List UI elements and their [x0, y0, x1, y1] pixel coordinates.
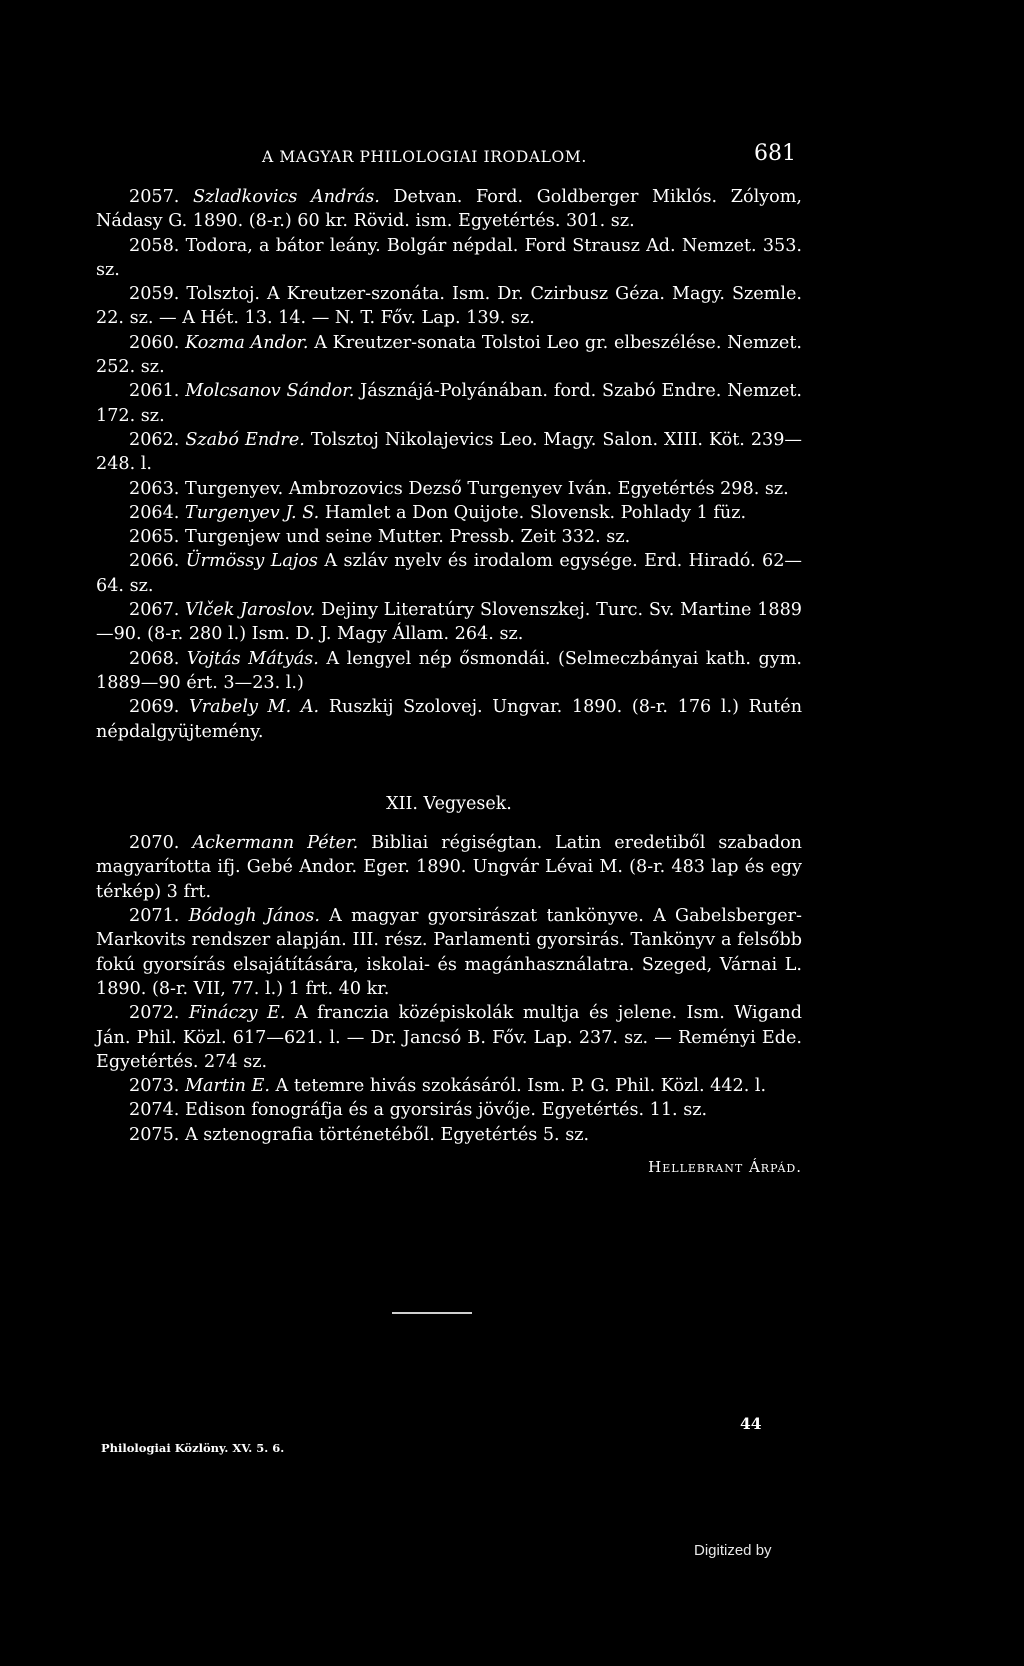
entry-number: 2074. — [129, 1100, 180, 1121]
entry-text: A lengyel nép ősmondái. (Selmeczbányai kath. gym. 1889—90 ért. 3—23. l.) — [96, 648, 803, 693]
entry-text: Tolsztoj Nikolajevics Leo. Magy. Salon. XIII. Köt. 239—248. l. — [96, 429, 803, 475]
bibliography-entry — [96, 234, 802, 283]
bibliography-entry — [96, 379, 802, 428]
entry-number: 2072. — [129, 1003, 180, 1024]
entry-number: 2067. — [129, 600, 180, 621]
bibliography-entry — [96, 549, 802, 598]
entry-text: Detvan. Ford. Goldberger Miklós. Zólyom, Nádasy G. 1890. (8-r.) 60 kr. Rövid. ism. Egyetértés. 301. sz. — [96, 187, 803, 232]
bibliography-entry — [96, 1001, 802, 1074]
entry-text: Hamlet a Don Quijote. Slovensk. Pohlady 1 füz. — [324, 502, 747, 523]
entry-number: 2068. — [129, 648, 180, 669]
author-signature: Hellebrant Árpád. — [648, 1157, 802, 1176]
bibliography-entry — [96, 1074, 802, 1098]
entry-number: 2066. — [129, 551, 180, 572]
bibliography-entry — [96, 831, 802, 904]
entry-author: Ackermann Péter. — [192, 833, 359, 854]
entry-text: Todora, a bátor leány. Bolgár népdal. Ford Strausz Ad. Nemzet. 353. sz. — [96, 235, 803, 280]
bibliography-entry — [96, 185, 802, 234]
bibliography-entry — [96, 904, 802, 1001]
entry-text: A magyar gyorsirászat tankönyve. A Gabelsberger-Markovits rendszer alapján. III. rész. Parlamenti gyorsirás. Tankönyv a felsőbb fokú gyorsírás elsajátítására, iskolai- és magánhasználatra. Szeged, Várnai L. 1890. (8-r. VII, 77. l.) 1 frt. 40 kr. — [96, 906, 803, 999]
entry-text: A Kreutzer-sonata Tolstoi Leo gr. elbeszélése. Nemzet. 252. sz. — [96, 332, 803, 378]
entry-text: Bibliai régiségtan. Latin eredetiből szabadon magyarította ifj. Gebé Andor. Eger. 1890. Ungvár Lévai M. (8-r. 483 lap és egy térkép) 3 frt. — [96, 833, 803, 902]
bibliography-entry — [96, 282, 802, 331]
entry-number: 2061. — [129, 381, 180, 402]
entry-text: Dejiny Literatúry Slovenszkej. Turc. Sv. Martine 1889—90. (8-r. 280 l.) Ism. D. J. Magy Állam. 264. sz. — [96, 600, 802, 645]
entry-text: Turgenyev. Ambrozovics Dezső Turgenyev Iván. Egyetértés 298. sz. — [184, 478, 789, 499]
bibliography-entry — [96, 1123, 802, 1147]
entry-list — [96, 185, 802, 744]
entry-text: A tetemre hivás szokásáról. Ism. P. G. Phil. Közl. 442. l. — [275, 1076, 767, 1097]
entry-number: 2063. — [129, 478, 180, 499]
entry-number: 2069. — [129, 697, 180, 718]
entry-author: Turgenyev J. S. — [184, 502, 320, 523]
page-content — [96, 185, 802, 1179]
entry-number: 2057. — [129, 187, 180, 207]
entry-author: Vlček Jaroslov. — [185, 600, 316, 621]
bibliography-entry — [96, 695, 802, 744]
entry-number: 2058. — [129, 235, 180, 256]
entry-author: Ürmössy Lajos — [185, 551, 318, 572]
entry-number: 2073. — [129, 1076, 180, 1097]
entry-text: A sztenografia történetéből. Egyetértés 5. sz. — [184, 1124, 590, 1145]
journal-footer: Philologiai Közlöny. XV. 5. 6. — [101, 1441, 285, 1455]
entry-number: 2071. — [129, 906, 180, 927]
signature-mark: 44 — [740, 1414, 762, 1433]
bibliography-entry — [96, 331, 802, 380]
entry-list-vegyesek — [96, 831, 802, 1147]
entry-number: 2060. — [129, 332, 180, 353]
entry-text: Tolsztoj. A Kreutzer-szonáta. Ism. Dr. Czirbusz Géza. Magy. Szemle. 22. sz. — A Hét. 13. 14. — N. T. Főv. Lap. 139. sz. — [96, 284, 802, 329]
bibliography-entry — [96, 477, 802, 501]
entry-author: Martin E. — [184, 1076, 270, 1097]
entry-text: A szláv nyelv és irodalom egysége. Erd. Hiradó. 62—64. sz. — [96, 551, 803, 596]
entry-author: Fináczy E. — [188, 1003, 286, 1024]
digitized-by-label: Digitized by — [694, 1542, 772, 1559]
entry-text: Jásznájá-Polyánában. ford. Szabó Endre. Nemzet. 172. sz. — [96, 381, 803, 426]
entry-number: 2062. — [129, 429, 180, 450]
entry-number: 2065. — [129, 527, 180, 548]
entry-author: Bódogh János. — [188, 906, 320, 927]
bibliography-entry — [96, 598, 802, 647]
page-header — [262, 141, 796, 166]
running-title: A MAGYAR PHILOLOGIAI IRODALOM. — [262, 148, 587, 166]
entry-author: Szabó Endre. — [185, 429, 305, 450]
entry-number: 2059. — [129, 284, 180, 305]
bibliography-entry — [96, 1098, 802, 1122]
bibliography-entry — [96, 501, 802, 525]
entry-author: Kozma Andor. — [185, 332, 309, 353]
bibliography-entry — [96, 428, 802, 477]
page-number: 681 — [754, 141, 796, 166]
bibliography-entry — [96, 647, 802, 696]
entry-author: Szladkovics András. — [192, 187, 380, 207]
entry-text: Ruszkij Szolovej. Ungvar. 1890. (8-r. 176 l.) Rutén népdalgyüjtemény. — [96, 697, 803, 742]
entry-text: A franczia középiskolák multja és jelene. Ism. Wigand Ján. Phil. Közl. 617—621. l. — Dr. Jancsó B. Főv. Lap. 237. sz. — Reményi Ede. Egyetértés. 274 sz. — [96, 1003, 803, 1072]
section-title: XII. Vegyesek. — [386, 793, 512, 814]
entry-author: Molcsanov Sándor. — [185, 381, 355, 402]
entry-number: 2070. — [129, 833, 180, 854]
entry-number: 2064. — [129, 502, 180, 523]
entry-text: Turgenjew und seine Mutter. Pressb. Zeit 332. sz. — [184, 527, 631, 548]
entry-author: Vrabely M. A. — [189, 697, 320, 718]
closing-rule — [392, 1312, 472, 1314]
entry-number: 2075. — [129, 1124, 180, 1145]
entry-text: Edison fonográfja és a gyorsirás jövője. Egyetértés. 11. sz. — [184, 1100, 708, 1121]
entry-author: Vojtás Mátyás. — [186, 648, 319, 669]
bibliography-entry — [96, 525, 802, 549]
